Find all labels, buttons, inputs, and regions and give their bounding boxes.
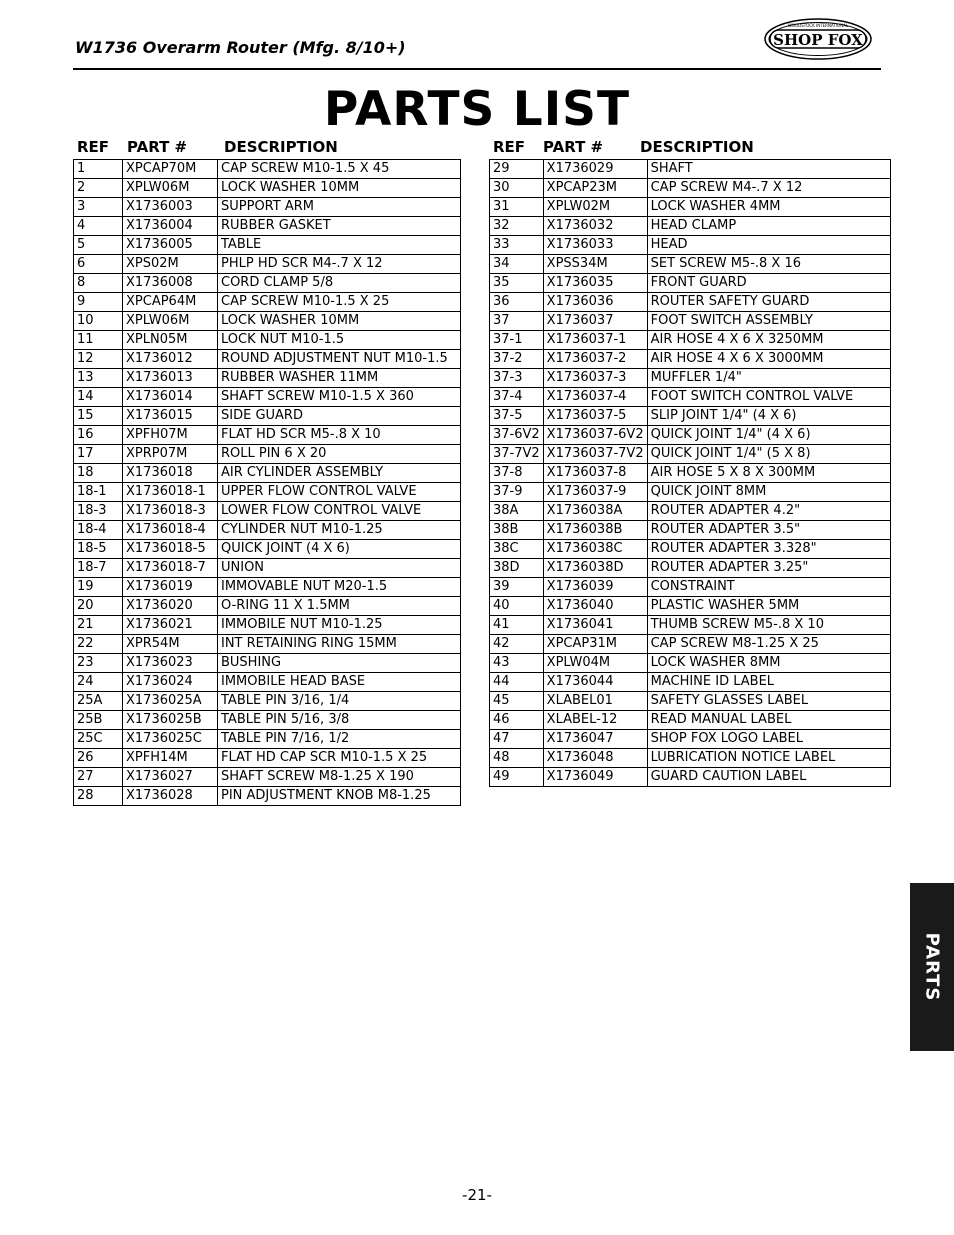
part-number-cell: X1736040: [543, 597, 647, 616]
part-number-cell: X1736012: [123, 350, 218, 369]
table-row: [74, 616, 461, 635]
ref-cell: 38C: [490, 540, 544, 559]
table-row: [490, 654, 891, 673]
table-row: [74, 236, 461, 255]
table-row: [490, 407, 891, 426]
ref-cell: 18-1: [74, 483, 123, 502]
ref-cell: 4: [74, 217, 123, 236]
ref-cell: 49: [490, 768, 544, 787]
parts-section-tab: [910, 883, 954, 1051]
table-row: [74, 445, 461, 464]
description-cell: LUBRICATION NOTICE LABEL: [647, 749, 890, 768]
part-number-cell: XPLN05M: [123, 331, 218, 350]
part-number-cell: XPFH07M: [123, 426, 218, 445]
part-number-cell: X1736018: [123, 464, 218, 483]
table-row: [490, 749, 891, 768]
ref-cell: 40: [490, 597, 544, 616]
ref-cell: 39: [490, 578, 544, 597]
part-number-cell: X1736021: [123, 616, 218, 635]
table-row: [490, 540, 891, 559]
ref-cell: 35: [490, 274, 544, 293]
ref-cell: 27: [74, 768, 123, 787]
ref-cell: 37-1: [490, 331, 544, 350]
part-number-cell: XPRP07M: [123, 445, 218, 464]
description-cell: AIR HOSE 5 X 8 X 300MM: [647, 464, 890, 483]
table-row: [74, 635, 461, 654]
description-cell: INT RETAINING RING 15MM: [218, 635, 461, 654]
part-number-cell: X1736029: [543, 160, 647, 179]
description-cell: CAP SCREW M10-1.5 X 45: [218, 160, 461, 179]
description-cell: QUICK JOINT 1/4" (5 X 8): [647, 445, 890, 464]
part-number-cell: XPSS34M: [543, 255, 647, 274]
table-row: [74, 483, 461, 502]
part-number-cell: X1736038C: [543, 540, 647, 559]
part-number-cell: X1736041: [543, 616, 647, 635]
ref-cell: 37-8: [490, 464, 544, 483]
table-row: [74, 331, 461, 350]
table-row: [490, 502, 891, 521]
part-number-cell: XPCAP70M: [123, 160, 218, 179]
table-row: [74, 388, 461, 407]
table-row: [490, 768, 891, 787]
part-number-cell: X1736049: [543, 768, 647, 787]
ref-cell: 30: [490, 179, 544, 198]
part-number-cell: X1736018-4: [123, 521, 218, 540]
table-row: [74, 787, 461, 806]
table-row: [490, 616, 891, 635]
description-cell: THUMB SCREW M5-.8 X 10: [647, 616, 890, 635]
ref-cell: 33: [490, 236, 544, 255]
ref-cell: 2: [74, 179, 123, 198]
table-row: [74, 293, 461, 312]
ref-cell: 38D: [490, 559, 544, 578]
part-number-cell: X1736020: [123, 597, 218, 616]
part-number-cell: X1736037-5: [543, 407, 647, 426]
part-number-cell: X1736037: [543, 312, 647, 331]
description-cell: TABLE PIN 7/16, 1/2: [218, 730, 461, 749]
table-row: [74, 502, 461, 521]
description-cell: HEAD CLAMP: [647, 217, 890, 236]
part-number-cell: X1736018-7: [123, 559, 218, 578]
header-rule: [73, 68, 881, 70]
ref-cell: 10: [74, 312, 123, 331]
ref-cell: 37-3: [490, 369, 544, 388]
table-row: [490, 331, 891, 350]
table-row: [490, 217, 891, 236]
part-number-cell: X1736039: [543, 578, 647, 597]
right-part-header: PART #: [543, 138, 604, 156]
ref-cell: 31: [490, 198, 544, 217]
ref-cell: 46: [490, 711, 544, 730]
table-row: [490, 464, 891, 483]
part-number-cell: XPFH14M: [123, 749, 218, 768]
table-row: [490, 350, 891, 369]
table-row: [74, 749, 461, 768]
description-cell: CONSTRAINT: [647, 578, 890, 597]
ref-cell: 12: [74, 350, 123, 369]
manual-title: W1736 Overarm Router (Mfg. 8/10+): [75, 38, 406, 57]
description-cell: ROUTER ADAPTER 3.5": [647, 521, 890, 540]
description-cell: TABLE PIN 3/16, 1/4: [218, 692, 461, 711]
ref-cell: 25B: [74, 711, 123, 730]
ref-cell: 38A: [490, 502, 544, 521]
table-row: [490, 293, 891, 312]
ref-cell: 16: [74, 426, 123, 445]
table-row: [74, 198, 461, 217]
table-row: [74, 540, 461, 559]
part-number-cell: X1736005: [123, 236, 218, 255]
description-cell: READ MANUAL LABEL: [647, 711, 890, 730]
table-row: [74, 768, 461, 787]
table-row: [490, 635, 891, 654]
table-row: [490, 692, 891, 711]
description-cell: LOCK WASHER 10MM: [218, 312, 461, 331]
description-cell: AIR CYLINDER ASSEMBLY: [218, 464, 461, 483]
description-cell: SET SCREW M5-.8 X 16: [647, 255, 890, 274]
part-number-cell: X1736018-1: [123, 483, 218, 502]
table-row: [490, 578, 891, 597]
table-row: [74, 711, 461, 730]
table-row: [74, 597, 461, 616]
description-cell: AIR HOSE 4 X 6 X 3250MM: [647, 331, 890, 350]
ref-cell: 29: [490, 160, 544, 179]
description-cell: SAFETY GLASSES LABEL: [647, 692, 890, 711]
table-row: [74, 369, 461, 388]
description-cell: UPPER FLOW CONTROL VALVE: [218, 483, 461, 502]
description-cell: SHAFT: [647, 160, 890, 179]
ref-cell: 37-4: [490, 388, 544, 407]
description-cell: PIN ADJUSTMENT KNOB M8-1.25: [218, 787, 461, 806]
table-row: [490, 179, 891, 198]
right-ref-header: REF: [493, 138, 526, 156]
part-number-cell: X1736035: [543, 274, 647, 293]
part-number-cell: XPR54M: [123, 635, 218, 654]
part-number-cell: X1736018-3: [123, 502, 218, 521]
part-number-cell: X1736023: [123, 654, 218, 673]
right-description-header: DESCRIPTION: [640, 138, 754, 156]
description-cell: LOCK WASHER 10MM: [218, 179, 461, 198]
ref-cell: 18: [74, 464, 123, 483]
ref-cell: 25C: [74, 730, 123, 749]
table-row: [74, 255, 461, 274]
description-cell: HEAD: [647, 236, 890, 255]
description-cell: ROUTER ADAPTER 3.328": [647, 540, 890, 559]
description-cell: SHAFT SCREW M8-1.25 X 190: [218, 768, 461, 787]
description-cell: PHLP HD SCR M4-.7 X 12: [218, 255, 461, 274]
part-number-cell: X1736025B: [123, 711, 218, 730]
ref-cell: 14: [74, 388, 123, 407]
description-cell: FOOT SWITCH ASSEMBLY: [647, 312, 890, 331]
part-number-cell: X1736037-6V2: [543, 426, 647, 445]
table-row: [74, 730, 461, 749]
description-cell: IMMOBILE HEAD BASE: [218, 673, 461, 692]
description-cell: FRONT GUARD: [647, 274, 890, 293]
ref-cell: 23: [74, 654, 123, 673]
table-row: [74, 692, 461, 711]
part-number-cell: XPLW02M: [543, 198, 647, 217]
table-row: [74, 521, 461, 540]
description-cell: IMMOVABLE NUT M20-1.5: [218, 578, 461, 597]
ref-cell: 37-2: [490, 350, 544, 369]
part-number-cell: X1736004: [123, 217, 218, 236]
ref-cell: 44: [490, 673, 544, 692]
part-number-cell: X1736025A: [123, 692, 218, 711]
part-number-cell: XLABEL-12: [543, 711, 647, 730]
description-cell: SIDE GUARD: [218, 407, 461, 426]
ref-cell: 3: [74, 198, 123, 217]
ref-cell: 32: [490, 217, 544, 236]
part-number-cell: X1736008: [123, 274, 218, 293]
ref-cell: 9: [74, 293, 123, 312]
ref-cell: 41: [490, 616, 544, 635]
part-number-cell: X1736037-3: [543, 369, 647, 388]
part-number-cell: X1736044: [543, 673, 647, 692]
ref-cell: 18-7: [74, 559, 123, 578]
ref-cell: 37-6V2: [490, 426, 544, 445]
part-number-cell: X1736048: [543, 749, 647, 768]
part-number-cell: X1736037-8: [543, 464, 647, 483]
description-cell: O-RING 11 X 1.5MM: [218, 597, 461, 616]
table-row: [490, 673, 891, 692]
description-cell: QUICK JOINT 8MM: [647, 483, 890, 502]
part-number-cell: X1736037-2: [543, 350, 647, 369]
ref-cell: 19: [74, 578, 123, 597]
part-number-cell: X1736037-4: [543, 388, 647, 407]
part-number-cell: X1736025C: [123, 730, 218, 749]
parts-tab-label: PARTS: [921, 932, 943, 1002]
ref-cell: 5: [74, 236, 123, 255]
ref-cell: 36: [490, 293, 544, 312]
ref-cell: 47: [490, 730, 544, 749]
description-cell: GUARD CAUTION LABEL: [647, 768, 890, 787]
part-number-cell: X1736018-5: [123, 540, 218, 559]
description-cell: ROUND ADJUSTMENT NUT M10-1.5: [218, 350, 461, 369]
ref-cell: 18-3: [74, 502, 123, 521]
ref-cell: 24: [74, 673, 123, 692]
logo-small-text: WOODSTOCK INTERNATIONAL: [787, 23, 849, 28]
ref-cell: 6: [74, 255, 123, 274]
part-number-cell: XPCAP64M: [123, 293, 218, 312]
ref-cell: 18-5: [74, 540, 123, 559]
part-number-cell: XPLW06M: [123, 312, 218, 331]
description-cell: ROLL PIN 6 X 20: [218, 445, 461, 464]
description-cell: LOCK NUT M10-1.5: [218, 331, 461, 350]
table-row: [490, 521, 891, 540]
left-description-header: DESCRIPTION: [224, 138, 338, 156]
description-cell: IMMOBILE NUT M10-1.25: [218, 616, 461, 635]
description-cell: ROUTER ADAPTER 4.2": [647, 502, 890, 521]
ref-cell: 15: [74, 407, 123, 426]
description-cell: SHOP FOX LOGO LABEL: [647, 730, 890, 749]
description-cell: CYLINDER NUT M10-1.25: [218, 521, 461, 540]
table-row: [74, 312, 461, 331]
ref-cell: 22: [74, 635, 123, 654]
part-number-cell: X1736003: [123, 198, 218, 217]
table-row: [490, 388, 891, 407]
table-row: [74, 559, 461, 578]
table-row: [74, 426, 461, 445]
table-row: [490, 312, 891, 331]
description-cell: FLAT HD SCR M5-.8 X 10: [218, 426, 461, 445]
ref-cell: 11: [74, 331, 123, 350]
shop-fox-logo: [764, 18, 872, 60]
description-cell: CAP SCREW M8-1.25 X 25: [647, 635, 890, 654]
part-number-cell: X1736024: [123, 673, 218, 692]
ref-cell: 1: [74, 160, 123, 179]
table-row: [490, 711, 891, 730]
table-row: [490, 483, 891, 502]
left-ref-header: REF: [77, 138, 110, 156]
description-cell: ROUTER ADAPTER 3.25": [647, 559, 890, 578]
description-cell: LOCK WASHER 8MM: [647, 654, 890, 673]
left-part-header: PART #: [127, 138, 188, 156]
description-cell: TABLE PIN 5/16, 3/8: [218, 711, 461, 730]
table-row: [490, 255, 891, 274]
description-cell: QUICK JOINT 1/4" (4 X 6): [647, 426, 890, 445]
description-cell: RUBBER GASKET: [218, 217, 461, 236]
part-number-cell: XLABEL01: [543, 692, 647, 711]
description-cell: SUPPORT ARM: [218, 198, 461, 217]
part-number-cell: X1736036: [543, 293, 647, 312]
part-number-cell: XPCAP31M: [543, 635, 647, 654]
description-cell: PLASTIC WASHER 5MM: [647, 597, 890, 616]
table-row: [490, 730, 891, 749]
part-number-cell: XPLW04M: [543, 654, 647, 673]
part-number-cell: X1736038B: [543, 521, 647, 540]
description-cell: MUFFLER 1/4": [647, 369, 890, 388]
ref-cell: 37-9: [490, 483, 544, 502]
ref-cell: 38B: [490, 521, 544, 540]
ref-cell: 34: [490, 255, 544, 274]
description-cell: FLAT HD CAP SCR M10-1.5 X 25: [218, 749, 461, 768]
left-parts-table: [73, 159, 461, 806]
description-cell: LOCK WASHER 4MM: [647, 198, 890, 217]
description-cell: BUSHING: [218, 654, 461, 673]
description-cell: TABLE: [218, 236, 461, 255]
description-cell: CAP SCREW M4-.7 X 12: [647, 179, 890, 198]
part-number-cell: X1736019: [123, 578, 218, 597]
description-cell: LOWER FLOW CONTROL VALVE: [218, 502, 461, 521]
table-row: [490, 274, 891, 293]
ref-cell: 37-5: [490, 407, 544, 426]
part-number-cell: X1736047: [543, 730, 647, 749]
table-row: [74, 673, 461, 692]
table-row: [74, 578, 461, 597]
table-row: [490, 236, 891, 255]
ref-cell: 28: [74, 787, 123, 806]
ref-cell: 45: [490, 692, 544, 711]
part-number-cell: X1736037-7V2: [543, 445, 647, 464]
ref-cell: 37-7V2: [490, 445, 544, 464]
part-number-cell: X1736037-9: [543, 483, 647, 502]
ref-cell: 43: [490, 654, 544, 673]
page-number: -21-: [462, 1186, 492, 1204]
part-number-cell: X1736015: [123, 407, 218, 426]
part-number-cell: X1736037-1: [543, 331, 647, 350]
part-number-cell: XPCAP23M: [543, 179, 647, 198]
description-cell: FOOT SWITCH CONTROL VALVE: [647, 388, 890, 407]
ref-cell: 17: [74, 445, 123, 464]
part-number-cell: X1736038D: [543, 559, 647, 578]
table-row: [490, 198, 891, 217]
table-row: [74, 274, 461, 293]
table-row: [74, 179, 461, 198]
ref-cell: 13: [74, 369, 123, 388]
table-row: [74, 217, 461, 236]
table-row: [490, 597, 891, 616]
part-number-cell: X1736027: [123, 768, 218, 787]
part-number-cell: X1736032: [543, 217, 647, 236]
logo-text: SHOP FOX: [773, 31, 863, 49]
description-cell: MACHINE ID LABEL: [647, 673, 890, 692]
table-row: [490, 445, 891, 464]
part-number-cell: X1736033: [543, 236, 647, 255]
ref-cell: 8: [74, 274, 123, 293]
table-row: [490, 559, 891, 578]
part-number-cell: X1736013: [123, 369, 218, 388]
table-row: [74, 160, 461, 179]
ref-cell: 26: [74, 749, 123, 768]
description-cell: SHAFT SCREW M10-1.5 X 360: [218, 388, 461, 407]
description-cell: AIR HOSE 4 X 6 X 3000MM: [647, 350, 890, 369]
page-title: PARTS LIST: [323, 82, 631, 137]
table-row: [74, 654, 461, 673]
description-cell: RUBBER WASHER 11MM: [218, 369, 461, 388]
description-cell: QUICK JOINT (4 X 6): [218, 540, 461, 559]
table-row: [74, 350, 461, 369]
table-row: [74, 464, 461, 483]
ref-cell: 42: [490, 635, 544, 654]
description-cell: UNION: [218, 559, 461, 578]
right-parts-table: [489, 159, 891, 787]
description-cell: ROUTER SAFETY GUARD: [647, 293, 890, 312]
table-row: [490, 426, 891, 445]
table-row: [490, 369, 891, 388]
part-number-cell: XPS02M: [123, 255, 218, 274]
ref-cell: 48: [490, 749, 544, 768]
ref-cell: 20: [74, 597, 123, 616]
ref-cell: 25A: [74, 692, 123, 711]
ref-cell: 18-4: [74, 521, 123, 540]
part-number-cell: X1736028: [123, 787, 218, 806]
part-number-cell: X1736014: [123, 388, 218, 407]
description-cell: SLIP JOINT 1/4" (4 X 6): [647, 407, 890, 426]
part-number-cell: XPLW06M: [123, 179, 218, 198]
ref-cell: 37: [490, 312, 544, 331]
part-number-cell: X1736038A: [543, 502, 647, 521]
table-row: [490, 160, 891, 179]
table-row: [74, 407, 461, 426]
description-cell: CAP SCREW M10-1.5 X 25: [218, 293, 461, 312]
description-cell: CORD CLAMP 5/8: [218, 274, 461, 293]
ref-cell: 21: [74, 616, 123, 635]
